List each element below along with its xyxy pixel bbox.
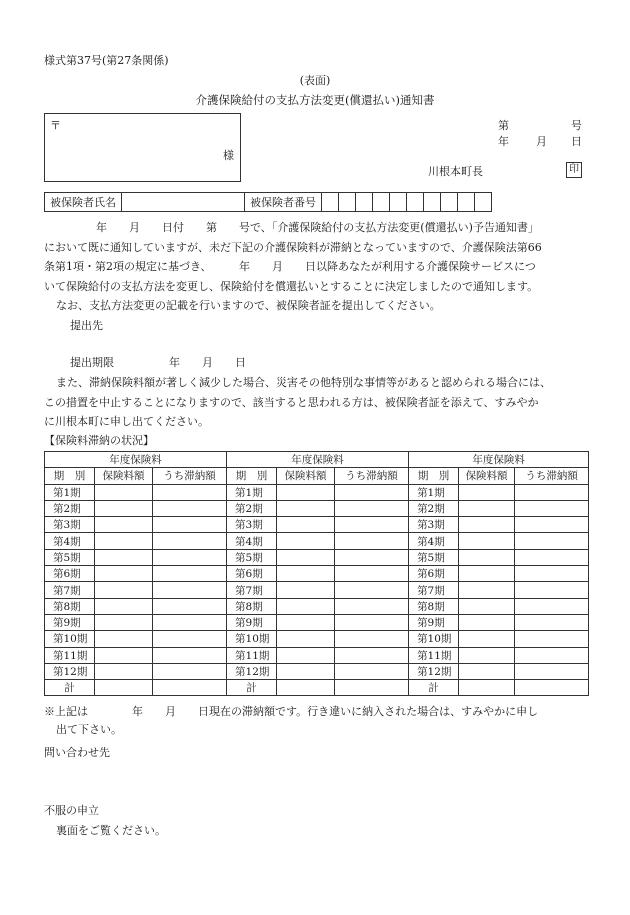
period-row	[45, 517, 589, 533]
premium-amount-cell	[459, 582, 515, 598]
arrears-amount-cell	[515, 663, 589, 679]
arrears-amount-cell	[515, 631, 589, 647]
period-row	[45, 500, 589, 516]
date-year: 年	[498, 135, 509, 148]
arrears-amount-cell	[153, 533, 227, 549]
year-header: 年度保険料	[409, 452, 589, 468]
seal-box: 印	[566, 162, 582, 178]
notice-line: 条第1項・第2項の規定に基づき、 年 月 日以降あなたが利用する介護保険サービスにつ	[44, 260, 536, 273]
period-label: 第3期	[409, 517, 459, 533]
arrears-amount-cell	[153, 549, 227, 565]
period-label: 第7期	[45, 582, 95, 598]
submit-deadline: 提出期限 年 月 日	[70, 356, 246, 369]
period-label: 第2期	[409, 500, 459, 516]
total-row	[45, 680, 589, 696]
arrears-amount-cell	[515, 614, 589, 630]
period-label: 第8期	[409, 598, 459, 614]
period-label: 第4期	[409, 533, 459, 549]
arrears-amount-cell	[515, 566, 589, 582]
period-label: 第8期	[227, 598, 277, 614]
period-row	[45, 614, 589, 630]
column-header-arrears: うち滞納額	[153, 468, 227, 484]
premium-amount-cell	[277, 647, 335, 663]
note-line: ※上記は 年 月 日現在の滞納額です。行き違いに納入された場合は、すみやかに申し	[44, 705, 539, 718]
premium-amount-cell	[277, 582, 335, 598]
arrears-amount-cell	[335, 484, 409, 500]
insured-number-label: 被保険者番号	[245, 193, 322, 212]
arrears-amount-cell	[515, 582, 589, 598]
arrears-amount-cell	[153, 680, 227, 696]
year-header: 年度保険料	[227, 452, 409, 468]
premium-amount-cell	[459, 614, 515, 630]
period-label: 第11期	[227, 647, 277, 663]
premium-amount-cell	[459, 647, 515, 663]
arrears-amount-cell	[153, 614, 227, 630]
cancellation-paragraph	[44, 373, 584, 432]
arrears-amount-cell	[335, 598, 409, 614]
arrears-amount-cell	[515, 549, 589, 565]
premium-amount-cell	[459, 566, 515, 582]
premium-amount-cell	[277, 631, 335, 647]
period-row	[45, 533, 589, 549]
premium-amount-cell	[277, 484, 335, 500]
arrears-amount-cell	[335, 647, 409, 663]
period-label: 第8期	[45, 598, 95, 614]
notice-line: 年 月 日付 第 号で、「介護保険給付の支払方法変更(償還払い)予告通知書」	[96, 221, 539, 234]
period-label: 第3期	[45, 517, 95, 533]
arrears-amount-cell	[335, 614, 409, 630]
premium-amount-cell	[277, 533, 335, 549]
objection-label: 不服の申立	[44, 804, 99, 817]
issuer-mayor: 川根本町長	[428, 165, 483, 178]
notice-line: いて保険給付の支払方法を変更し、保険給付を償還払いとすることに決定しましたので通知します。	[44, 279, 539, 293]
premium-amount-cell	[95, 517, 153, 533]
cancellation-line: に川根本町に申し出てください。	[44, 415, 209, 428]
period-label: 第4期	[45, 533, 95, 549]
premium-amount-cell	[277, 517, 335, 533]
arrears-amount-cell	[153, 598, 227, 614]
arrears-amount-cell	[515, 647, 589, 663]
premium-amount-cell	[459, 517, 515, 533]
period-row	[45, 566, 589, 582]
premium-amount-cell	[277, 614, 335, 630]
notice-line: において既に通知していますが、未だ下記の介護保険料が滞納となっていますので、介護保険法第66	[44, 240, 542, 254]
arrears-amount-cell	[335, 549, 409, 565]
premium-amount-cell	[95, 566, 153, 582]
cancellation-line: また、滞納保険料額が著しく減少した場合、災害その他特別な事情等があると認められる場合には、	[56, 376, 551, 389]
arrears-amount-cell	[335, 680, 409, 696]
arrears-amount-cell	[335, 500, 409, 516]
premium-amount-cell	[95, 598, 153, 614]
honorific-sama: 様	[223, 149, 234, 162]
period-label: 第11期	[409, 647, 459, 663]
total-label: 計	[409, 680, 459, 696]
document-title: 介護保険給付の支払方法変更(償還払い)通知書	[195, 93, 435, 107]
period-label: 第12期	[409, 663, 459, 679]
premium-amount-cell	[95, 500, 153, 516]
period-label: 第9期	[227, 614, 277, 630]
arrears-amount-cell	[335, 517, 409, 533]
number-digit-cell	[322, 193, 339, 212]
arrears-amount-cell	[153, 647, 227, 663]
arrears-amount-cell	[153, 517, 227, 533]
period-label: 第1期	[409, 484, 459, 500]
premium-amount-cell	[95, 647, 153, 663]
column-header-amount: 保険料額	[459, 468, 515, 484]
period-row	[45, 582, 589, 598]
period-label: 第1期	[45, 484, 95, 500]
premium-amount-cell	[459, 631, 515, 647]
number-digit-cell	[458, 193, 475, 212]
arrears-amount-cell	[335, 533, 409, 549]
year-header: 年度保険料	[45, 452, 227, 468]
number-digit-cell	[441, 193, 458, 212]
period-label: 第1期	[227, 484, 277, 500]
period-label: 第10期	[45, 631, 95, 647]
number-digit-cell	[424, 193, 441, 212]
reference-go: 号	[571, 119, 582, 132]
column-header-period: 期 別	[409, 468, 459, 484]
number-digit-cell	[475, 193, 492, 212]
premium-amount-cell	[459, 484, 515, 500]
premium-amount-cell	[95, 549, 153, 565]
premium-amount-cell	[277, 680, 335, 696]
arrears-amount-cell	[335, 582, 409, 598]
period-label: 第9期	[45, 614, 95, 630]
arrears-amount-cell	[515, 484, 589, 500]
number-digit-cell	[407, 193, 424, 212]
premium-amount-cell	[95, 614, 153, 630]
period-label: 第10期	[409, 631, 459, 647]
arrears-amount-cell	[153, 582, 227, 598]
number-digit-cell	[373, 193, 390, 212]
period-label: 第10期	[227, 631, 277, 647]
total-label: 計	[45, 680, 95, 696]
premium-amount-cell	[95, 484, 153, 500]
premium-amount-cell	[277, 500, 335, 516]
date-month: 月	[536, 135, 547, 148]
period-row	[45, 663, 589, 679]
period-row	[45, 631, 589, 647]
premium-amount-cell	[459, 663, 515, 679]
column-header-amount: 保険料額	[95, 468, 153, 484]
insured-table	[44, 192, 492, 212]
premium-table-title: 【保険料滞納の状況】	[44, 434, 154, 447]
premium-amount-cell	[459, 680, 515, 696]
period-label: 第2期	[227, 500, 277, 516]
submission-paragraph: なお、支払方法変更の記載を行いますので、被保険者証を提出してください。	[56, 299, 441, 312]
arrears-amount-cell	[335, 566, 409, 582]
number-digit-cell	[390, 193, 407, 212]
premium-amount-cell	[95, 631, 153, 647]
submit-to-label: 提出先	[70, 319, 103, 332]
premium-amount-cell	[459, 598, 515, 614]
period-label: 第6期	[227, 566, 277, 582]
note-line: 出て下さい。	[56, 723, 122, 736]
arrears-amount-cell	[153, 500, 227, 516]
period-label: 第7期	[409, 582, 459, 598]
date-day: 日	[571, 135, 582, 148]
premium-amount-cell	[459, 500, 515, 516]
postal-mark: 〒	[50, 119, 61, 132]
arrears-amount-cell	[515, 517, 589, 533]
premium-amount-cell	[277, 566, 335, 582]
arrears-amount-cell	[153, 566, 227, 582]
period-row	[45, 549, 589, 565]
premium-amount-cell	[277, 549, 335, 565]
arrears-amount-cell	[153, 484, 227, 500]
premium-amount-cell	[95, 533, 153, 549]
period-label: 第9期	[409, 614, 459, 630]
arrears-amount-cell	[515, 533, 589, 549]
premium-amount-cell	[95, 663, 153, 679]
period-row	[45, 484, 589, 500]
premium-arrears-table	[44, 451, 589, 696]
side-label: (表面)	[299, 74, 331, 87]
period-label: 第5期	[45, 549, 95, 565]
premium-amount-cell	[277, 663, 335, 679]
column-header-arrears: うち滞納額	[515, 468, 589, 484]
arrears-amount-cell	[335, 663, 409, 679]
number-digit-cell	[356, 193, 373, 212]
column-header-period: 期 別	[45, 468, 95, 484]
premium-amount-cell	[459, 549, 515, 565]
form-number: 様式第37号(第27条関係)	[44, 54, 169, 67]
premium-amount-cell	[95, 582, 153, 598]
arrears-amount-cell	[335, 631, 409, 647]
column-header-period: 期 別	[227, 468, 277, 484]
period-row	[45, 647, 589, 663]
premium-amount-cell	[277, 598, 335, 614]
period-label: 第6期	[409, 566, 459, 582]
period-label: 第12期	[45, 663, 95, 679]
notice-paragraph	[44, 218, 584, 296]
insured-name-field	[122, 193, 245, 212]
inquiry-label: 問い合わせ先	[44, 746, 110, 759]
arrears-amount-cell	[153, 663, 227, 679]
total-label: 計	[227, 680, 277, 696]
period-label: 第3期	[227, 517, 277, 533]
period-label: 第11期	[45, 647, 95, 663]
arrears-amount-cell	[515, 598, 589, 614]
premium-amount-cell	[459, 533, 515, 549]
reference-dai: 第	[498, 119, 509, 132]
premium-table-body	[45, 484, 589, 696]
period-label: 第6期	[45, 566, 95, 582]
period-label: 第7期	[227, 582, 277, 598]
insured-name-label: 被保険者氏名	[45, 193, 122, 212]
arrears-amount-cell	[153, 631, 227, 647]
period-label: 第2期	[45, 500, 95, 516]
period-label: 第5期	[409, 549, 459, 565]
period-label: 第12期	[227, 663, 277, 679]
premium-amount-cell	[95, 680, 153, 696]
back-side-reference: 裏面をご覧ください。	[56, 824, 166, 837]
column-header-arrears: うち滞納額	[335, 468, 409, 484]
address-box	[44, 113, 241, 182]
period-label: 第4期	[227, 533, 277, 549]
period-row	[45, 598, 589, 614]
number-digit-cell	[339, 193, 356, 212]
cancellation-line: この措置を中止することになりますので、該当すると思われる方は、被保険者証を添えて、すみやか	[44, 395, 539, 409]
arrears-amount-cell	[515, 500, 589, 516]
period-label: 第5期	[227, 549, 277, 565]
arrears-amount-cell	[515, 680, 589, 696]
column-header-amount: 保険料額	[277, 468, 335, 484]
